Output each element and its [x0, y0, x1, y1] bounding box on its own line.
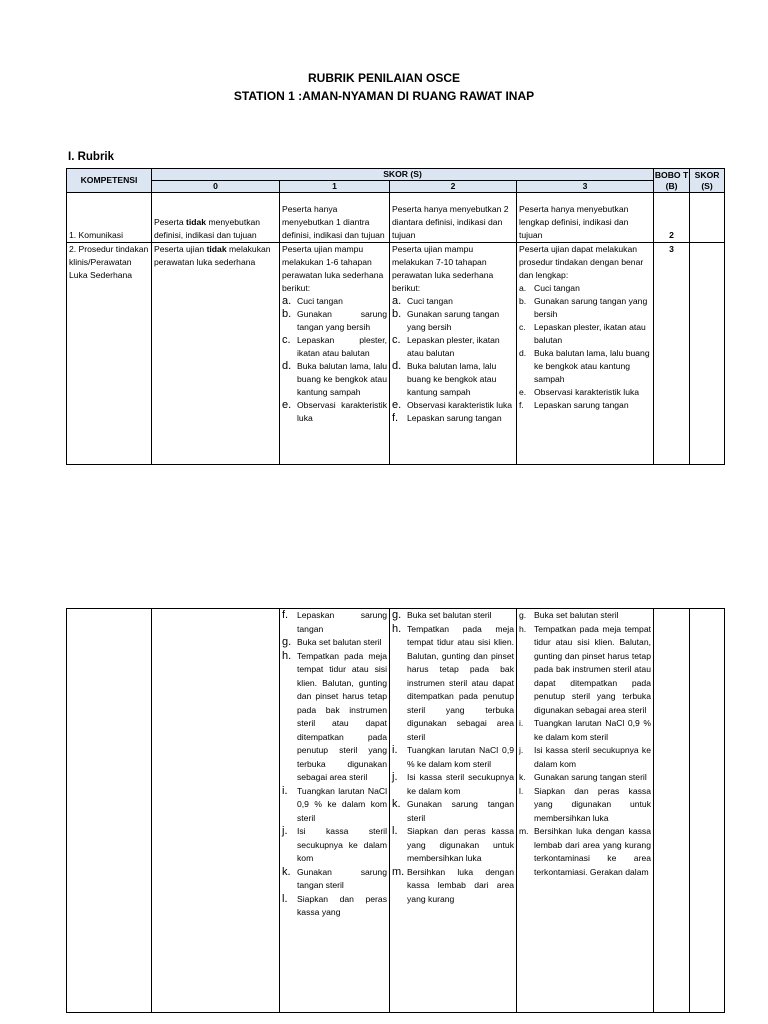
list-marker: h. — [519, 623, 527, 634]
list-marker: h. — [392, 622, 402, 635]
list-marker: d. — [519, 348, 527, 358]
list-item-text: Lepaskan plester, ikatan atau balutan — [407, 335, 500, 358]
list-item — [282, 650, 387, 785]
list-item — [282, 609, 387, 636]
kompetensi-cell: 1. Komunikasi — [67, 193, 152, 243]
list-marker: e. — [519, 387, 527, 397]
list-item — [282, 636, 387, 650]
list-item-text: Lepaskan sarung tangan — [534, 400, 629, 410]
emphasis-text: tidak — [206, 244, 227, 254]
list-item-text: Gunakan sarung tangan yang bersih — [534, 296, 648, 319]
steps-list — [519, 282, 651, 412]
rubric-table — [66, 168, 725, 465]
list-marker: k. — [282, 865, 291, 878]
rubric-table-continued — [66, 608, 725, 1013]
skor-cell — [690, 193, 725, 243]
list-item-text: Cuci tangan — [534, 283, 580, 293]
list-marker: m. — [519, 826, 529, 836]
skor-cell — [690, 609, 725, 1013]
list-item-text: Cuci tangan — [297, 296, 343, 306]
header-score-0: 0 — [152, 181, 280, 193]
score-1-cell — [280, 609, 390, 1013]
list-item — [519, 399, 651, 412]
list-item — [282, 334, 387, 360]
score-3-cell: Peserta hanya menyebutkan lengkap definisi, indikasi dan tujuan — [517, 193, 654, 243]
list-item — [282, 893, 387, 920]
list-item-text: Gunakan sarung tangan yang bersih — [407, 309, 500, 332]
list-item — [519, 771, 651, 785]
list-item-text: Lepaskan plester, ikatan atau balutan — [297, 335, 387, 358]
table-row — [67, 193, 725, 243]
list-item-text: Buka balutan lama, lalu buang ke bengkok atau kantung sampah — [407, 361, 497, 397]
list-marker: a. — [519, 283, 527, 293]
list-item — [392, 744, 514, 771]
list-item-text: Cuci tangan — [407, 296, 453, 306]
list-item — [519, 717, 651, 744]
header-score-3: 3 — [517, 181, 654, 193]
header-score-1: 1 — [280, 181, 390, 193]
list-marker: g. — [282, 636, 292, 648]
list-item-text: Tempatkan pada meja tempat tidur atau sisi klien. Balutan, gunting dan pinset harus tetap pada bak instrumen steril atau dapat ditempatkan pada penutup steril yang terbuka digunakan sebagai area steril — [407, 623, 514, 742]
list-item-text: Isi kassa steril secukupnya ke dalam kom — [407, 772, 514, 796]
list-item-text: Lepaskan sarung tangan — [407, 413, 502, 423]
list-item-text: Gunakan sarung tangan steril — [534, 772, 647, 782]
header-skor-group: SKOR (S) — [152, 169, 654, 181]
cell-text: Peserta ujian — [154, 244, 207, 254]
kompetensi-cell — [67, 609, 152, 1013]
kompetensi-cell: 2. Prosedur tindakan klinis/Perawatan Luka Sederhana — [67, 243, 152, 465]
list-marker: a. — [282, 295, 292, 307]
list-item — [282, 866, 387, 893]
list-marker: c. — [519, 322, 526, 332]
list-marker: d. — [282, 360, 292, 372]
list-item-text: Lepaskan plester, ikatan atau balutan — [534, 322, 646, 345]
steps-list — [392, 609, 514, 906]
list-item — [392, 771, 514, 798]
score-0-cell — [152, 609, 280, 1013]
list-marker: f. — [282, 609, 289, 621]
list-item — [282, 308, 387, 334]
list-item-text: Tuangkan larutan NaCl 0,9 % ke dalam kom steril — [297, 785, 387, 823]
list-marker: i. — [519, 718, 524, 728]
list-marker: l. — [282, 892, 288, 905]
list-marker: b. — [282, 308, 292, 320]
header-bobot: BOBO T (B) — [654, 169, 689, 191]
list-item — [519, 623, 651, 718]
list-marker: g. — [392, 609, 402, 621]
list-item-text: Tempatkan pada meja tempat tidur atau sisi klien. Balutan, gunting dan pinset harus tetap pada bak instrumen steril atau dapat ditempatkan pada penutup steril yang terbuka digunakan sebagai area steril — [534, 623, 651, 715]
list-item-text: Gunakan sarung tangan steril — [407, 799, 514, 823]
list-item — [282, 360, 387, 399]
list-item-text: Tuangkan larutan NaCl 0,9 % ke dalam kom steril — [534, 718, 651, 742]
list-marker: g. — [519, 610, 527, 620]
list-item-text: Siapkan dan peras kassa yang digunakan untuk membersihkan luka — [407, 826, 514, 863]
list-item — [392, 360, 514, 399]
table-row — [67, 609, 725, 1013]
list-item-text: Bersihkan luka dengan kassa lembab dari area yang kurang terkontaminasi ke area terkontamiasi. Gerakan dalam — [534, 826, 651, 877]
score-2-cell — [390, 609, 517, 1013]
bobot-cell: 2 — [654, 193, 690, 243]
list-item-text: Bersihkan luka dengan kassa lembab dari area yang kurang — [407, 866, 514, 904]
list-item — [519, 825, 651, 879]
cell-intro: Peserta ujian mampu melakukan 1-6 tahapan perawatan luka sederhana berikut: — [282, 244, 384, 293]
header-kompetensi: KOMPETENSI — [67, 169, 152, 193]
list-item-text: Isi kassa steril secukupnya ke dalam kom — [297, 826, 387, 863]
skor-cell — [690, 243, 725, 465]
section-heading: I. Rubrik — [68, 151, 115, 163]
list-marker: i. — [392, 744, 398, 756]
list-marker: c. — [282, 334, 291, 346]
list-marker: c. — [392, 334, 401, 346]
list-marker: f. — [519, 400, 524, 410]
cell-intro: Peserta ujian dapat melakukan prosedur tindakan dengan benar dan lengkap: — [519, 244, 644, 280]
list-item-text: Observasi karakteristik luka — [297, 400, 387, 423]
list-item — [519, 609, 651, 623]
list-item-text: Tempatkan pada meja tempat tidur atau sisi klien. Balutan, gunting dan pinset harus tetap pada bak instrumen steril atau dapat ditempatkan pada penutup steril yang terbuka digunakan sebagai area steril — [297, 650, 387, 782]
list-item-text: Lepaskan sarung tangan — [297, 610, 387, 634]
list-marker: b. — [519, 296, 527, 306]
cell-text: Peserta — [154, 217, 187, 227]
list-item — [392, 825, 514, 866]
list-item-text: Buka balutan lama, lalu buang ke bengkok atau kantung sampah — [297, 361, 387, 397]
document-subtitle: STATION 1 :AMAN-NYAMAN DI RUANG RAWAT INAP — [233, 89, 535, 103]
list-item — [519, 785, 651, 826]
list-item-text: Tuangkan larutan NaCl 0,9 % ke dalam kom steril — [407, 745, 514, 769]
list-marker: j. — [519, 745, 524, 755]
list-item-text: Buka set balutan steril — [407, 610, 492, 620]
list-marker: k. — [392, 798, 401, 810]
header-skor: SKOR (S) — [690, 169, 725, 193]
score-1-cell — [280, 243, 390, 465]
cell-intro: Peserta ujian mampu melakukan 7-10 tahapan perawatan luka sederhana berikut: — [392, 244, 494, 293]
list-item-text: Observasi karakteristik luka — [407, 400, 513, 410]
list-item — [392, 295, 514, 308]
list-marker: j. — [392, 771, 398, 783]
list-item-text: Siapkan dan peras kassa yang digunakan untuk membersihkan luka — [534, 785, 651, 823]
list-item-text: Isi kassa steril secukupnya ke dalam kom — [534, 745, 651, 769]
list-marker: d. — [392, 360, 402, 372]
header-score-2: 2 — [390, 181, 517, 193]
list-marker: m. — [392, 865, 405, 878]
list-item-text: Buka set balutan steril — [297, 637, 382, 647]
list-item-text: Gunakan sarung tangan steril — [297, 866, 387, 890]
bobot-cell — [654, 609, 690, 1013]
bobot-cell: 3 — [654, 243, 690, 465]
list-item — [392, 623, 514, 745]
list-item — [392, 866, 514, 907]
document-title: RUBRIK PENILAIAN OSCE — [307, 71, 460, 85]
list-item — [392, 308, 514, 334]
list-marker: l. — [519, 785, 524, 796]
list-item — [519, 295, 651, 321]
list-item-text: Buka balutan lama, lalu buang ke bengkok atau kantung sampah — [534, 348, 650, 384]
list-item-text: Buka set balutan steril — [534, 610, 619, 620]
score-2-cell — [390, 243, 517, 465]
list-marker: i. — [282, 784, 288, 797]
cell-text: melakukan perawatan luka sederhana — [154, 244, 271, 267]
list-marker: a. — [392, 295, 402, 307]
steps-list — [282, 609, 387, 920]
score-0-cell — [152, 193, 280, 243]
emphasis-text: tidak — [186, 217, 207, 227]
cell-text: menyebutkan definisi, indikasi dan tujuan — [154, 217, 261, 240]
list-item-text: Observasi karakteristik luka — [534, 387, 640, 397]
list-marker: e. — [392, 399, 402, 411]
list-item — [392, 798, 514, 825]
list-item — [519, 386, 651, 399]
list-item — [392, 334, 514, 360]
table-row — [67, 243, 725, 465]
list-marker: l. — [392, 825, 398, 837]
list-marker: f. — [392, 412, 399, 424]
list-item — [519, 347, 651, 386]
list-item-text: Siapkan dan peras kassa yang — [297, 893, 387, 917]
list-marker: b. — [392, 308, 402, 320]
list-item — [519, 282, 651, 295]
list-item — [392, 399, 514, 412]
steps-list — [282, 295, 387, 425]
list-item-text: Gunakan sarung tangan yang bersih — [297, 309, 387, 332]
list-item — [519, 321, 651, 347]
list-marker: h. — [282, 649, 292, 662]
list-item — [392, 412, 514, 425]
list-marker: k. — [519, 772, 526, 782]
steps-list — [519, 609, 651, 879]
list-item — [282, 399, 387, 425]
list-item — [282, 295, 387, 308]
score-3-cell — [517, 609, 654, 1013]
list-marker: e. — [282, 399, 292, 411]
score-1-cell: Peserta hanya menyebutkan 1 diantra definisi, indikasi dan tujuan — [280, 193, 390, 243]
list-item — [282, 785, 387, 826]
list-item — [519, 744, 651, 771]
list-item — [282, 825, 387, 866]
list-marker: j. — [282, 825, 288, 837]
steps-list — [392, 295, 514, 425]
score-2-cell: Peserta hanya menyebutkan 2 diantara definisi, indikasi dan tujuan — [390, 193, 517, 243]
score-3-cell — [517, 243, 654, 465]
score-0-cell — [152, 243, 280, 465]
list-item — [392, 609, 514, 623]
